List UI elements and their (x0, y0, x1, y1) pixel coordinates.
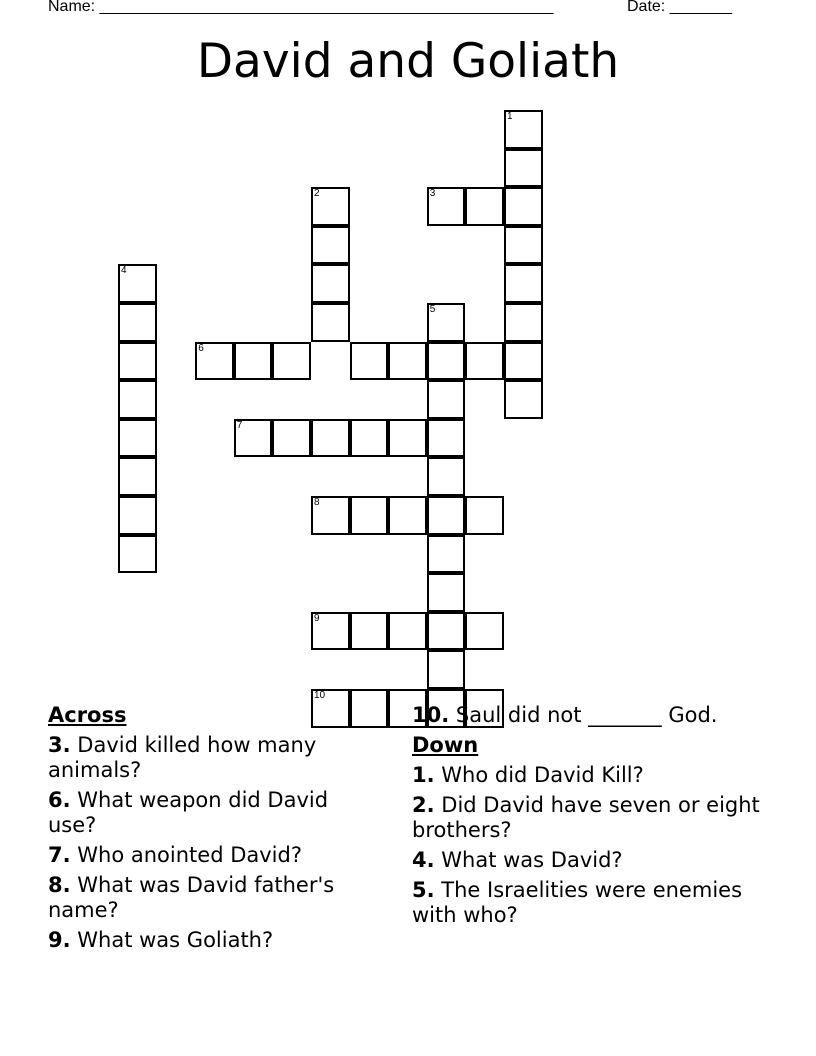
grid-cell[interactable] (504, 303, 543, 342)
grid-cell[interactable] (504, 110, 543, 149)
grid-cell[interactable] (427, 573, 466, 612)
clue-number: 3 (429, 188, 436, 200)
clue-number: 4 (121, 265, 127, 277)
down-clue-5: 5. The Israelities were enemies with who? (412, 878, 743, 927)
grid-cell[interactable] (350, 342, 389, 381)
clue-number: 6 (198, 342, 204, 354)
grid-cell[interactable] (118, 264, 157, 303)
clue-number: 8 (314, 497, 320, 508)
grid-cell[interactable] (504, 187, 543, 226)
grid-cell[interactable] (272, 419, 311, 458)
grid-cell[interactable] (504, 342, 543, 381)
grid-cell[interactable] (427, 380, 466, 419)
grid-cell[interactable] (388, 342, 427, 381)
across-clue-3: 3. David killed how many animals? (48, 733, 317, 782)
grid-cell[interactable] (311, 226, 350, 265)
grid-cell[interactable] (118, 535, 157, 574)
across-clue-9: 9. What was Goliath? (48, 928, 274, 952)
across-clue-8: 8. What was David father's name? (48, 873, 335, 922)
grid-cell[interactable] (311, 496, 350, 535)
down-clue-2: 2. Did David have seven or eight brothers? (412, 793, 760, 842)
clue-number: 9 (314, 612, 320, 624)
clue-number: 10 (314, 690, 326, 701)
grid-cell[interactable] (388, 612, 427, 651)
across-clue-7: 7. Who anointed David? (48, 843, 302, 867)
grid-cell[interactable] (388, 419, 427, 458)
grid-cell[interactable] (195, 342, 234, 381)
grid-cell[interactable] (427, 303, 466, 342)
date-field-label: Date: _______ (627, 0, 732, 15)
grid-cell[interactable] (350, 496, 389, 535)
clue-number: 7 (236, 419, 243, 431)
across-clue-10: 10. Saul did not _______ God. (412, 703, 718, 727)
grid-cell[interactable] (427, 650, 466, 689)
across-heading: Across (48, 703, 127, 727)
grid-cell[interactable] (465, 496, 504, 535)
grid-cell[interactable] (311, 303, 350, 342)
down-clue-4: 4. What was David? (412, 848, 623, 872)
down-clue-1: 1. Who did David Kill? (412, 763, 644, 787)
grid-cell[interactable] (504, 226, 543, 265)
grid-cell[interactable] (427, 612, 466, 651)
grid-cell[interactable] (234, 419, 273, 458)
puzzle-title: David and Goliath (196, 34, 620, 89)
grid-cell[interactable] (118, 303, 157, 342)
grid-cell[interactable] (311, 612, 350, 651)
grid-cell[interactable] (118, 380, 157, 419)
grid-cell[interactable] (118, 496, 157, 535)
grid-cell[interactable] (350, 419, 389, 458)
down-clues (412, 703, 782, 933)
clue-number: 5 (429, 304, 436, 315)
grid-cell[interactable] (465, 187, 504, 226)
grid-cell[interactable] (118, 457, 157, 496)
grid-cell[interactable] (427, 496, 466, 535)
grid-cell[interactable] (311, 419, 350, 458)
grid-cell[interactable] (504, 149, 543, 188)
grid-cell[interactable] (465, 612, 504, 651)
grid-cell[interactable] (234, 342, 273, 381)
grid-cell[interactable] (118, 419, 157, 458)
grid-cell[interactable] (427, 342, 466, 381)
grid-cell[interactable] (311, 187, 350, 226)
grid-cell[interactable] (272, 342, 311, 381)
grid-cell[interactable] (427, 535, 466, 574)
grid-cell[interactable] (504, 264, 543, 303)
down-heading: Down (412, 733, 479, 757)
name-field-label: Name: ___________________________________________________ (48, 0, 554, 15)
grid-cell[interactable] (427, 419, 466, 458)
grid-cell[interactable] (427, 187, 466, 226)
grid-cell[interactable] (504, 380, 543, 419)
grid-cell[interactable] (427, 457, 466, 496)
across-clues (48, 703, 378, 958)
clue-number: 2 (314, 188, 320, 200)
grid-cell[interactable] (311, 264, 350, 303)
grid-cell[interactable] (350, 612, 389, 651)
grid-cell[interactable] (465, 342, 504, 381)
grid-cell[interactable] (388, 496, 427, 535)
grid-cell[interactable] (118, 342, 157, 381)
clue-number: 1 (507, 111, 513, 122)
across-clue-6: 6. What weapon did David use? (48, 788, 329, 837)
